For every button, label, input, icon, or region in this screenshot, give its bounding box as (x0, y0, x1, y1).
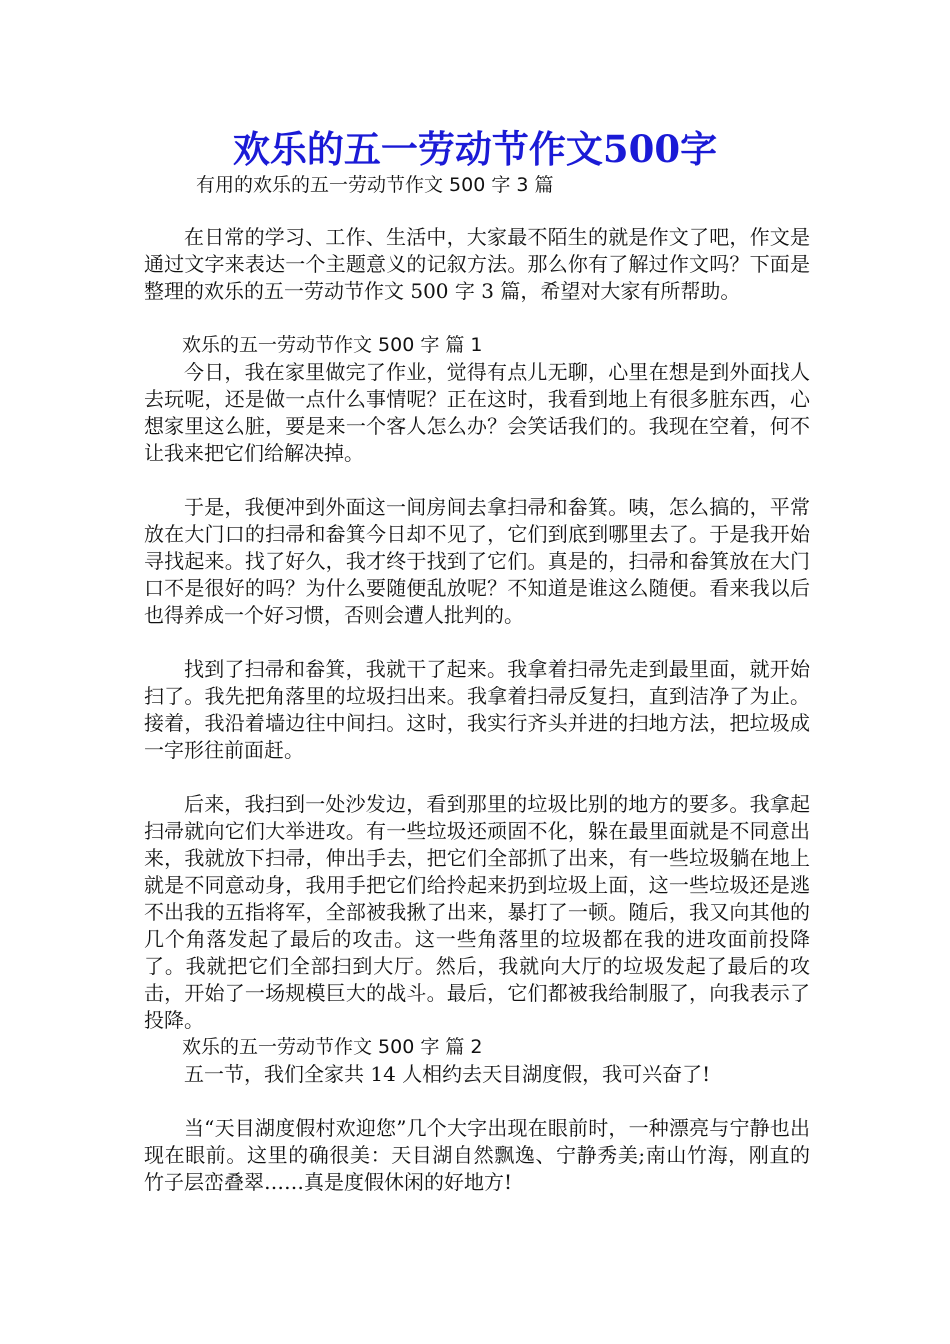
section-1-heading: 欢乐的五一劳动节作文 500 字 篇 1 (182, 334, 483, 356)
section-2-paragraph: 五一节，我们全家共 14 人相约去天目湖度假，我可兴奋了! (184, 1062, 711, 1086)
document-body (144, 224, 810, 1196)
section-2-paragraph: 当“天目湖度假村欢迎您”几个大字出现在眼前时，一种漂亮与宁静也出现在眼前。这里的确很美：天目湖自然飘逸、宁静秀美;南山竹海，刚直的竹子层峦叠翠……真是度假休闲的好地方! (144, 1116, 810, 1194)
section-1-paragraph: 于是，我便冲到外面这一间房间去拿扫帚和畚箕。咦，怎么搞的，平常放在大门口的扫帚和畚箕今日却不见了，它们到底到哪里去了。于是我开始寻找起来。找了好久，我才终于找到了它们。真是的，扫帚和畚箕放在大门口不是很好的吗？为什么要随便乱放呢？不知道是谁这么随便。看来我以后也得养成一个好习惯，否则会遭人批判的。 (144, 495, 810, 627)
section-1-paragraph: 今日，我在家里做完了作业，觉得有点儿无聊，心里在想是到外面找人去玩呢，还是做一点什么事情呢？正在这时，我看到地上有很多脏东西，心想家里这么脏，要是来一个客人怎么办？会笑话我们的。我现在空着，何不让我来把它们给解决掉。 (144, 360, 810, 465)
document-subtitle: 有用的欢乐的五一劳动节作文 500 字 3 篇 (196, 174, 554, 196)
section-1-paragraph: 找到了扫帚和畚箕，我就干了起来。我拿着扫帚先走到最里面，就开始扫了。我先把角落里的垃圾扫出来。我拿着扫帚反复扫，直到洁净了为止。接着，我沿着墙边往中间扫。这时，我实行齐头并进的扫地方法，把垃圾成一字形往前面赶。 (144, 657, 810, 762)
document-title: 欢乐的五一劳动节作文500字 (232, 127, 718, 171)
intro-paragraph: 在日常的学习、工作、生活中，大家最不陌生的就是作文了吧，作文是通过文字来表达一个主题意义的记叙方法。那么你有了解过作文吗？下面是整理的欢乐的五一劳动节作文 500 字 3 篇，希望对大家有所帮助。 (144, 225, 810, 303)
section-2-heading: 欢乐的五一劳动节作文 500 字 篇 2 (182, 1036, 483, 1058)
section-1-paragraph: 后来，我扫到一处沙发边，看到那里的垃圾比别的地方的要多。我拿起扫帚就向它们大举进攻。有一些垃圾还顽固不化，躲在最里面就是不同意出来，我就放下扫帚，伸出手去，把它们全部抓了出来，有一些垃圾躺在地上就是不同意动身，我用手把它们给拎起来扔到垃圾上面，这一些垃圾还是逃不出我的五指将军，全部被我揪了出来，暴打了一顿。随后，我又向其他的几个角落发起了最后的攻击。这一些角落里的垃圾都在我的进攻面前投降了。我就把它们全部扫到大厅。然后，我就向大厅的垃圾发起了最后的攻击，开始了一场规模巨大的战斗。最后，它们都被我给制服了，向我表示了投降。 (144, 792, 810, 1032)
